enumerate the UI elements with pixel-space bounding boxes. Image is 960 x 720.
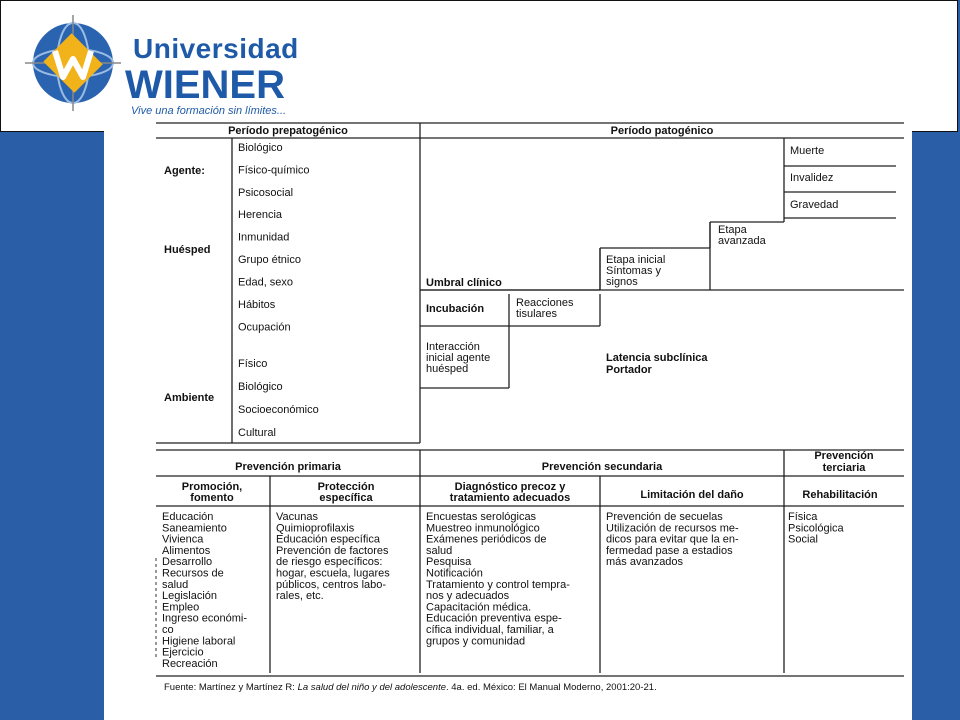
source-suffix: . 4a. ed. México: El Manual Moderno, 2001:20-21. — [446, 682, 657, 693]
proteccion-heading-line1: Protección — [317, 481, 375, 493]
proteccion-list — [276, 511, 390, 602]
limitacion-item-2: dicos para evitar que la en- — [606, 533, 739, 546]
latencia-line2: Portador — [606, 364, 652, 376]
slide-header — [0, 0, 958, 132]
rehabilitacion-item-0: Física — [788, 511, 818, 523]
reacciones-line1: Reacciones — [516, 297, 574, 309]
promocion-item-12: Ejercicio — [162, 646, 204, 659]
prepatogenic-period-heading: Período prepatogénico — [228, 125, 348, 137]
natural-history-diagram — [104, 118, 912, 720]
diagnostico-item-8: Capacitación médica. — [426, 601, 532, 614]
environment-items — [238, 358, 319, 439]
diagnostico-item-11: grupos y comunidad — [426, 635, 526, 648]
host-item-4: Hábitos — [238, 299, 276, 311]
promocion-item-11: Higiene laboral — [162, 635, 236, 648]
primary-prevention-heading: Prevención primaria — [235, 461, 341, 473]
interaccion-line1: Interacción — [426, 341, 480, 353]
secondary-prevention-heading: Prevención secundaria — [541, 461, 663, 473]
outcome-muerte: Muerte — [790, 145, 825, 157]
proteccion-item-5: hogar, escuela, lugares — [276, 567, 390, 580]
proteccion-item-6: públicos, centros labo- — [276, 578, 387, 591]
environment-item-0: Físico — [238, 358, 268, 370]
proteccion-heading-line2: específica — [319, 492, 373, 504]
host-label: Huésped — [164, 244, 211, 256]
diagnostico-item-7: nos y adecuados — [426, 590, 510, 603]
outcome-invalidez: Invalidez — [790, 172, 834, 184]
latencia-line1: Latencia subclínica — [606, 352, 708, 364]
logo-tagline: Vive una formación sin límites... — [131, 105, 287, 117]
limitacion-item-1: Utilización de recursos me- — [606, 522, 739, 535]
promocion-item-7: Legislación — [162, 590, 218, 603]
diagnostico-item-6: Tratamiento y control tempra- — [426, 578, 570, 591]
logo-wiener-text: WIENER — [125, 63, 285, 107]
promocion-item-8: Empleo — [162, 601, 200, 614]
etapa-inicial-line1: Etapa inicial — [606, 254, 666, 266]
etapa-avanzada-line2: avanzada — [718, 235, 766, 247]
diagnostico-list — [426, 511, 570, 647]
promocion-list — [162, 511, 247, 670]
promocion-item-10: co — [162, 624, 174, 636]
promocion-item-13: Recreación — [162, 657, 218, 670]
agent-items — [238, 142, 310, 199]
source-citation — [164, 682, 657, 693]
rehabilitacion-list — [788, 511, 845, 546]
proteccion-item-2: Educación específica — [276, 533, 380, 546]
host-item-5: Ocupación — [238, 321, 291, 334]
etapa-inicial-line2: Síntomas y — [606, 265, 662, 277]
interaccion-line2: inicial agente — [426, 352, 491, 364]
agent-item-1: Físico-químico — [238, 164, 310, 177]
agent-item-2: Psicosocial — [238, 187, 294, 199]
limitacion-item-3: fermedad pase a estadios — [606, 544, 733, 557]
diagnostico-item-2: Exámenes periódicos de — [426, 533, 547, 546]
diagnostico-heading-line2: tratamiento adecuados — [449, 492, 571, 504]
diagnostico-item-4: Pesquisa — [426, 556, 472, 569]
proteccion-item-4: de riesgo específicos: — [276, 556, 383, 569]
diagnostico-item-3: salud — [426, 544, 453, 557]
proteccion-item-7: rales, etc. — [276, 590, 324, 603]
promocion-item-1: Saneamiento — [162, 522, 227, 535]
environment-item-3: Cultural — [238, 427, 276, 439]
proteccion-item-3: Prevención de factores — [276, 544, 389, 557]
diagnostico-item-9: Educación preventiva espe- — [426, 612, 562, 625]
diagnostico-heading-line1: Diagnóstico precoz y — [454, 481, 566, 493]
diagnostico-item-5: Notificación — [426, 567, 483, 580]
rehabilitacion-item-1: Psicológica — [788, 522, 844, 535]
promocion-item-2: Vivienca — [162, 533, 204, 546]
promocion-heading-line2: fomento — [190, 492, 234, 504]
environment-label: Ambiente — [164, 392, 215, 404]
host-item-0: Herencia — [238, 209, 283, 221]
incubation-label: Incubación — [426, 303, 485, 315]
diagram-canvas — [104, 118, 912, 720]
diagnostico-item-0: Encuestas serológicas — [426, 511, 537, 523]
source-title: La salud del niño y del adolescente — [297, 682, 446, 693]
host-item-3: Edad, sexo — [238, 276, 294, 289]
limitacion-item-4: más avanzados — [606, 556, 684, 569]
environment-item-1: Biológico — [238, 381, 283, 393]
host-item-1: Inmunidad — [238, 231, 290, 244]
host-item-2: Grupo étnico — [238, 254, 301, 266]
etapa-inicial-line3: signos — [606, 276, 638, 288]
promocion-item-9: Ingreso económi- — [162, 612, 247, 625]
environment-item-2: Socioeconómico — [238, 404, 319, 416]
tertiary-prevention-line2: terciaria — [822, 462, 866, 474]
limitacion-heading: Limitación del daño — [640, 489, 744, 501]
interaccion-line3: huésped — [426, 363, 469, 375]
reacciones-line2: tisulares — [516, 308, 557, 320]
rehabilitacion-heading: Rehabilitación — [802, 489, 878, 501]
etapa-avanzada-line1: Etapa — [718, 224, 747, 236]
globe-w-emblem — [23, 13, 123, 113]
promocion-item-0: Educación — [162, 511, 214, 523]
logo-university-text: Universidad — [133, 33, 299, 64]
proteccion-item-1: Quimioprofilaxis — [276, 522, 355, 535]
host-items — [238, 209, 301, 334]
pathogenic-period-heading: Período patogénico — [610, 125, 714, 137]
tertiary-prevention-line1: Prevención — [814, 450, 874, 462]
promocion-item-5: Recursos de — [162, 567, 224, 580]
source-prefix: Fuente: Martínez y Martínez R: — [164, 682, 298, 693]
promocion-item-4: Desarrollo — [162, 556, 213, 569]
outcome-gravedad: Gravedad — [790, 199, 839, 211]
agent-label: Agente: — [164, 165, 205, 177]
promocion-item-3: Alimentos — [162, 544, 211, 557]
limitacion-item-0: Prevención de secuelas — [606, 511, 723, 523]
promocion-heading-line1: Promoción, — [181, 481, 243, 493]
proteccion-item-0: Vacunas — [276, 511, 318, 523]
diagnostico-item-10: cífica individual, familiar, a — [426, 624, 554, 636]
diagnostico-item-1: Muestreo inmunológico — [426, 522, 540, 535]
limitacion-list — [606, 511, 739, 568]
university-logo — [23, 13, 323, 123]
clinical-threshold-label: Umbral clínico — [426, 277, 502, 289]
rehabilitacion-item-2: Social — [788, 533, 818, 546]
agent-item-0: Biológico — [238, 142, 283, 154]
promocion-item-6: salud — [162, 578, 189, 591]
